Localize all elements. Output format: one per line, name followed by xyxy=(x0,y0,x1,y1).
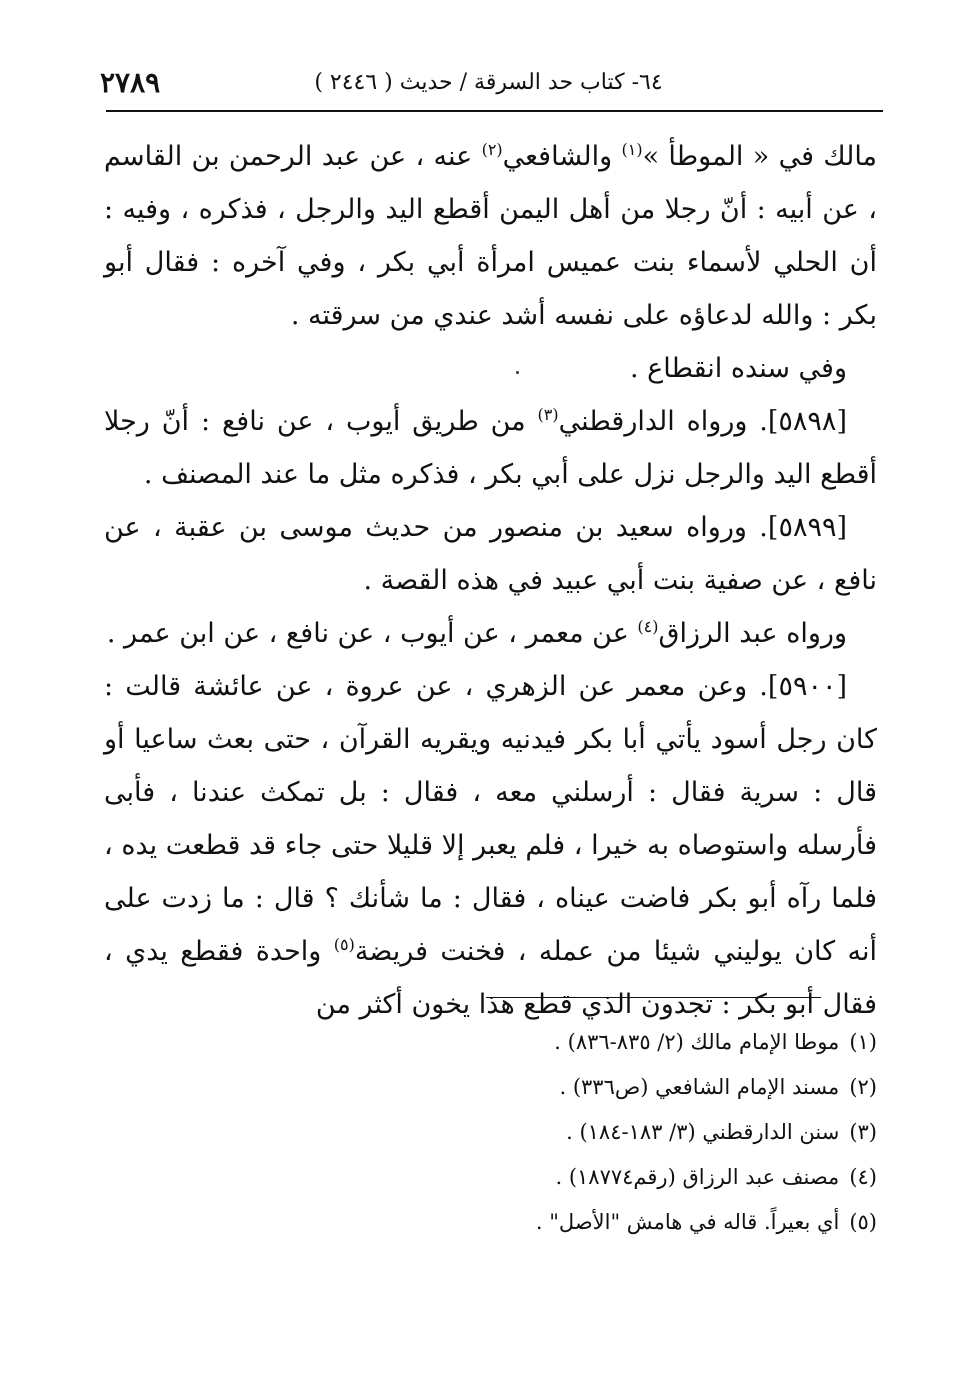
header-divider xyxy=(106,110,883,112)
footnote-2 xyxy=(110,1065,877,1110)
running-title: ٦٤- كتاب حد السرقة / حديث ( ٢٤٤٦ ) xyxy=(314,70,663,95)
p6-text-a: [٥٩٠٠]. وعن معمر عن الزهري ، عن عروة ، عن عائشة قالت : كان رجل أسود يأتي أبا بكر فيدنيه ويقريه القرآن ، حتى بعث ساعيا أو قال : سرية فقال : أرسلني معه ، فقال : بل تمكث عندنا ، فأبى فأرسله واستوصاه به خيرا ، فلم يعبر إلا قليلا حتى جاء قد قطعت يده ، فلما رآه أبو بكر فاضت عيناه ، فقال : ما شأنك ؟ قال : ما زدت على أنه كان يوليني شيئا من عمله ، فخنت فريضة xyxy=(104,671,878,967)
footnote-number: (١) xyxy=(849,1030,877,1054)
p3-text-a: [٥٨٩٨]. ورواه الدارقطني xyxy=(558,406,847,437)
footnote-text: سنن الدارقطني (٣/ ١٨٣-١٨٤) . xyxy=(566,1120,840,1144)
page-number: ٢٧٨٩ xyxy=(100,66,161,99)
paragraph-6 xyxy=(104,660,877,1031)
paragraph-5 xyxy=(104,607,877,660)
p5-text-a: ورواه عبد الرزاق xyxy=(658,618,847,649)
footnote-divider xyxy=(486,997,821,998)
footnote-1 xyxy=(110,1020,877,1065)
footnote-ref-4: (٤) xyxy=(637,617,659,636)
main-text xyxy=(104,130,877,1031)
footnote-number: (٥) xyxy=(849,1210,877,1234)
footnote-3 xyxy=(110,1110,877,1155)
page-header xyxy=(100,66,877,106)
paragraph-1 xyxy=(104,130,877,342)
footnote-5 xyxy=(110,1200,877,1245)
footnote-ref-2: (٢) xyxy=(481,140,503,159)
footnote-number: (٣) xyxy=(849,1120,877,1144)
p3-text-b: من طريق أيوب ، عن نافع : أنّ رجلا أقطع اليد والرجل نزل على أبي بكر ، فذكره مثل ما عند المصنف . xyxy=(104,406,877,490)
paragraph-2: وفي سنده انقطاع . xyxy=(629,353,847,384)
footnotes xyxy=(110,1020,877,1245)
p6-text-b: واحدة فقطع يدي ، فقال أبو بكر : تجدون الذي قطع هذا يخون أكثر من xyxy=(104,936,877,1020)
footnote-ref-1: (١) xyxy=(621,140,643,159)
p1-text-a: مالك في « الموطأ » xyxy=(642,141,878,172)
footnote-number: (٢) xyxy=(849,1075,877,1099)
footnote-text: أي بعيراً. قاله في هامش "الأصل" . xyxy=(535,1210,840,1234)
p5-text-b: عن معمر ، عن أيوب ، عن نافع ، عن ابن عمر . xyxy=(106,618,638,649)
footnote-number: (٤) xyxy=(849,1165,877,1189)
stray-dot xyxy=(516,371,519,374)
paragraph-4: [٥٨٩٩]. ورواه سعيد بن منصور من حديث موسى بن عقبة ، عن نافع ، عن صفية بنت أبي عبيد في هذه القصة . xyxy=(104,512,877,596)
p1-text-c: عنه ، عن عبد الرحمن بن القاسم ، عن أبيه : أنّ رجلا من أهل اليمن أقطع اليد والرجل ، فذكره ، وفيه : أن الحلي لأسماء بنت عميس امرأة أبي بكر ، وفي آخره : فقال أبو بكر : والله لدعاؤه على نفسه أشد عندي من سرقته . xyxy=(104,141,877,331)
footnote-4 xyxy=(110,1155,877,1200)
footnote-text: موطا الإمام مالك (٢/ ٨٣٥-٨٣٦) . xyxy=(554,1030,840,1054)
paragraph-3 xyxy=(104,395,877,501)
p1-text-b: والشافعي xyxy=(502,141,622,172)
footnote-ref-5: (٥) xyxy=(333,935,355,954)
footnote-text: مصنف عبد الرزاق (رقم١٨٧٧٤) . xyxy=(555,1165,840,1189)
footnote-ref-3: (٣) xyxy=(537,405,559,424)
footnote-text: مسند الإمام الشافعي (ص٣٣٦) . xyxy=(559,1075,840,1099)
